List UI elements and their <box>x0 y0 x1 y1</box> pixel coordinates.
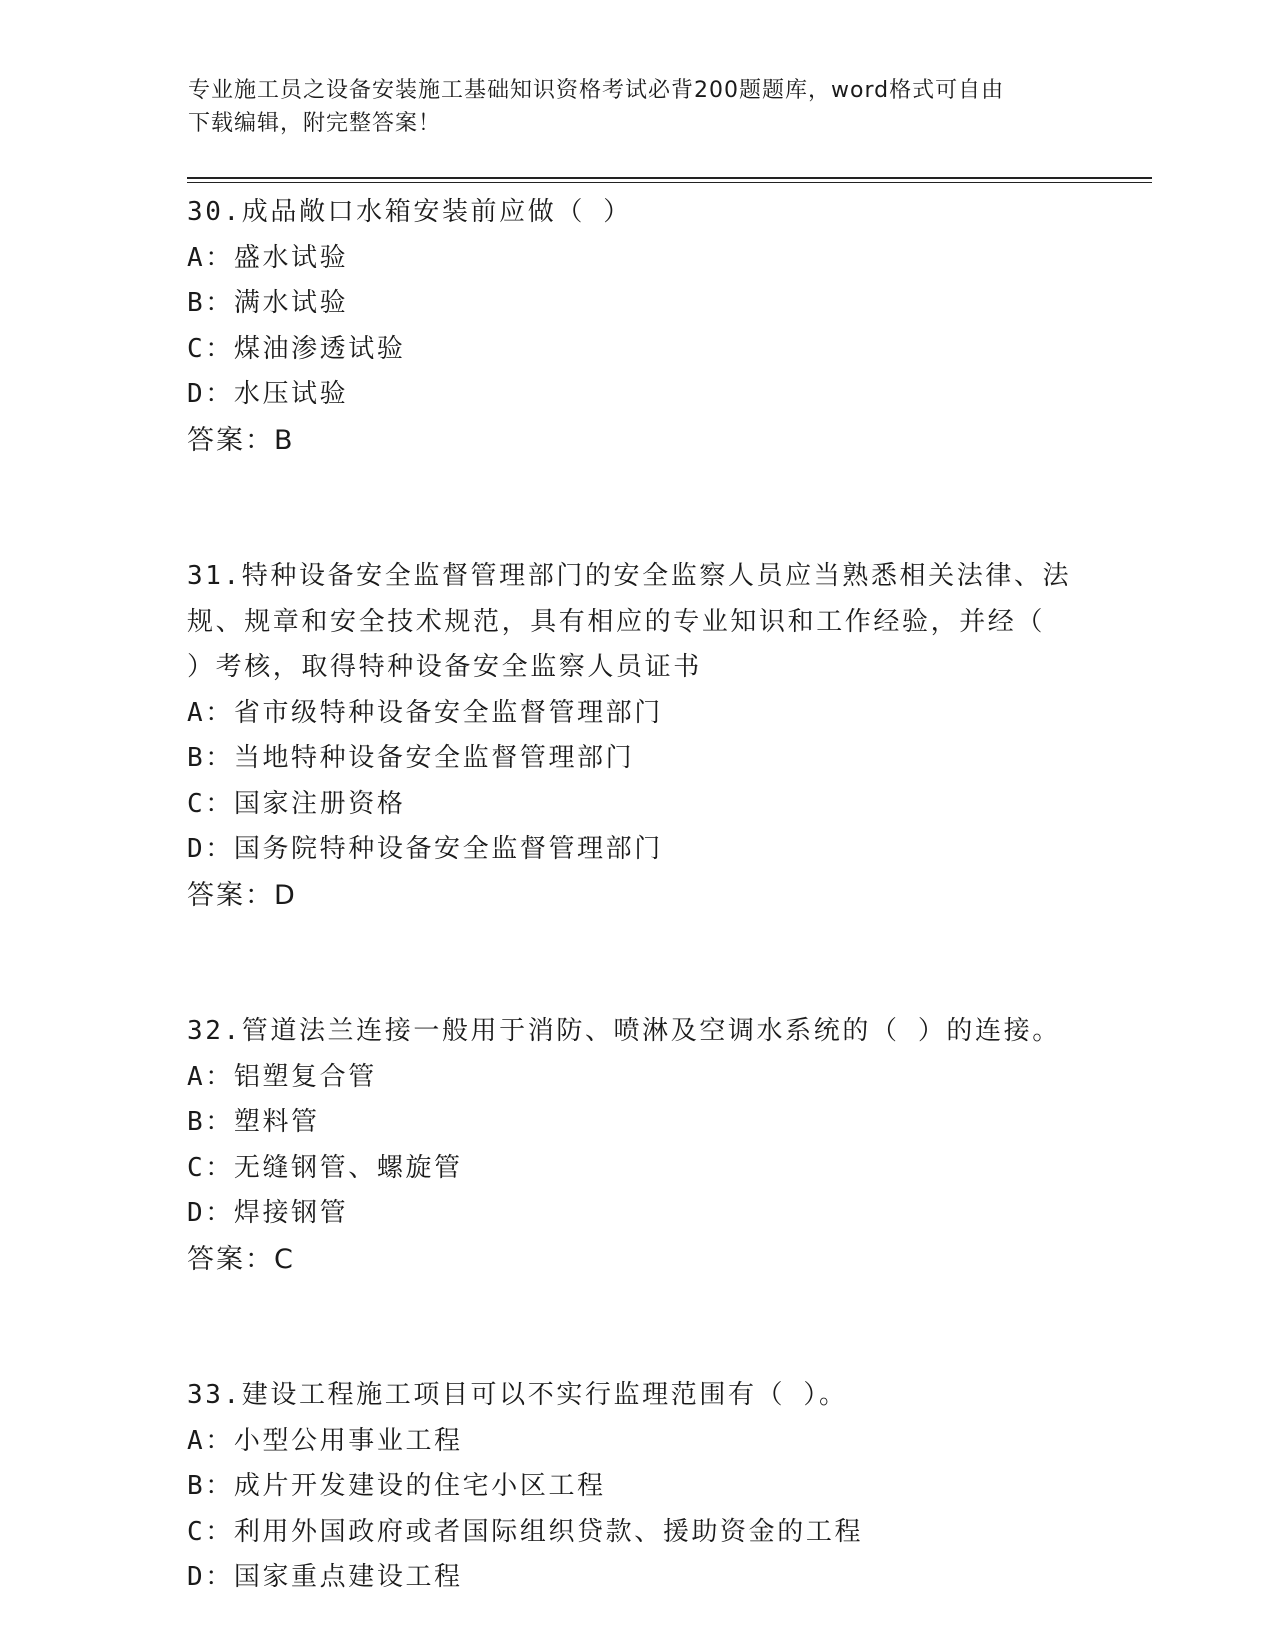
question-30 <box>187 190 1087 463</box>
answer: 答案：B <box>187 424 295 456</box>
option-d: D：国务院特种设备安全监督管理部门 <box>187 834 663 864</box>
header-divider-thick <box>187 177 1152 179</box>
answer: 答案：D <box>187 879 297 911</box>
header-line-2: 下载编辑，附完整答案！ <box>188 111 442 136</box>
question-32 <box>187 1009 1087 1282</box>
option-a: A：省市级特种设备安全监督管理部门 <box>187 697 663 728</box>
header-line-1: 专业施工员之设备安装施工基础知识资格考试必背200题题库，word格式可自由 <box>188 78 1005 103</box>
question-stem: 规、规章和安全技术规范，具有相应的专业知识和工作经验，并经（ <box>187 606 1046 637</box>
question-stem: 30.成品敞口水箱安装前应做（ ） <box>187 197 632 227</box>
option-d: D：水压试验 <box>187 379 349 409</box>
option-c: C：煤油渗透试验 <box>187 333 406 364</box>
option-a: A：盛水试验 <box>187 242 349 273</box>
question-list <box>187 190 1087 1601</box>
option-a: A：铝塑复合管 <box>187 1061 377 1092</box>
option-d: D：焊接钢管 <box>187 1198 349 1228</box>
question-33 <box>187 1373 1087 1601</box>
option-b: B：成片开发建设的住宅小区工程 <box>187 1471 606 1501</box>
option-c: C：国家注册资格 <box>187 788 406 819</box>
question-stem: 33.建设工程施工项目可以不实行监理范围有（ ）。 <box>187 1380 848 1410</box>
option-c: C：利用外国政府或者国际组织贷款、援助资金的工程 <box>187 1516 864 1547</box>
option-b: B：当地特种设备安全监督管理部门 <box>187 743 635 773</box>
answer: 答案：C <box>187 1243 295 1275</box>
option-c: C：无缝钢管、螺旋管 <box>187 1152 463 1183</box>
option-b: B：满水试验 <box>187 288 349 318</box>
option-a: A：小型公用事业工程 <box>187 1425 463 1456</box>
option-d: D：国家重点建设工程 <box>187 1562 463 1592</box>
document-header <box>188 74 1088 140</box>
question-stem: 32.管道法兰连接一般用于消防、喷淋及空调水系统的（ ）的连接。 <box>187 1016 1061 1046</box>
header-divider-thin <box>187 182 1152 183</box>
question-stem: 31.特种设备安全监督管理部门的安全监察人员应当熟悉相关法律、法 <box>187 561 1072 591</box>
question-31 <box>187 554 1087 918</box>
question-stem: ）考核，取得特种设备安全监察人员证书 <box>187 652 702 682</box>
option-b: B：塑料管 <box>187 1107 320 1137</box>
